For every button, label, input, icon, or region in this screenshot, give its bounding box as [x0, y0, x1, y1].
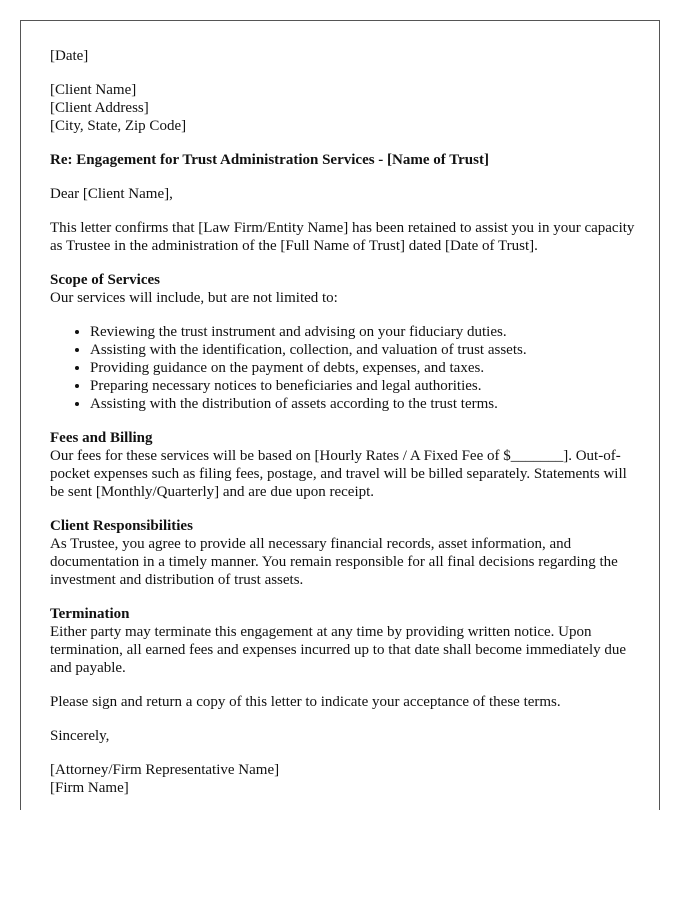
termination-title: Termination [50, 606, 130, 622]
letter-date: [Date] [50, 48, 89, 64]
scope-item: • Preparing necessary notices to beneficiaries and legal authorities. [90, 377, 640, 395]
scope-list [50, 323, 640, 413]
responsibilities-text: As Trustee, you agree to provide all necessary financial records, asset information, and documentation in a timely manner. You remain responsible for all final decisions regarding the investment and distribution of trust assets. [50, 536, 618, 588]
representative-name: [Attorney/Firm Representative Name] [50, 762, 280, 778]
closing-request: Please sign and return a copy of this letter to indicate your acceptance of these terms. [50, 694, 561, 710]
scope-item: • Reviewing the trust instrument and advising on your fiduciary duties. [90, 323, 640, 341]
termination-text: Either party may terminate this engagement at any time by providing written notice. Upon termination, all earned fees and expenses incurred up to that date shall become immediately due and payable. [50, 624, 627, 676]
scope-item: • Assisting with the identification, collection, and valuation of trust assets. [90, 341, 640, 359]
fees-section [50, 429, 640, 501]
client-city-state-zip: [City, State, Zip Code] [50, 118, 187, 134]
letter-content [50, 47, 640, 810]
scope-item: • Providing guidance on the payment of debts, expenses, and taxes. [90, 359, 640, 377]
closing: Sincerely, [50, 728, 110, 744]
signature-block [50, 761, 640, 797]
client-address-block [50, 81, 640, 135]
scope-section [50, 271, 640, 413]
letter-page [20, 20, 660, 810]
client-name: [Client Name] [50, 82, 137, 98]
fees-text: Our fees for these services will be based on [Hourly Rates / A Fixed Fee of $_______]. Out-of-pocket expenses such as filing fees, postage, and travel will be billed separately. Statements will be sent [Monthly/Quarterly] and are due upon receipt. [50, 448, 627, 500]
firm-name: [Firm Name] [50, 780, 129, 796]
letter-subject: Re: Engagement for Trust Administration Services - [Name of Trust] [50, 152, 489, 168]
scope-lead: Our services will include, but are not limited to: [50, 290, 338, 306]
intro-paragraph: This letter confirms that [Law Firm/Entity Name] has been retained to assist you in your capacity as Trustee in the administration of the [Full Name of Trust] dated [Date of Trust]. [50, 220, 635, 254]
scope-title: Scope of Services [50, 272, 160, 288]
client-address: [Client Address] [50, 100, 149, 116]
scope-item: • Assisting with the distribution of assets according to the trust terms. [90, 395, 640, 413]
salutation: Dear [Client Name], [50, 186, 173, 202]
termination-section [50, 605, 640, 677]
responsibilities-section [50, 517, 640, 589]
responsibilities-title: Client Responsibilities [50, 518, 193, 534]
fees-title: Fees and Billing [50, 430, 153, 446]
